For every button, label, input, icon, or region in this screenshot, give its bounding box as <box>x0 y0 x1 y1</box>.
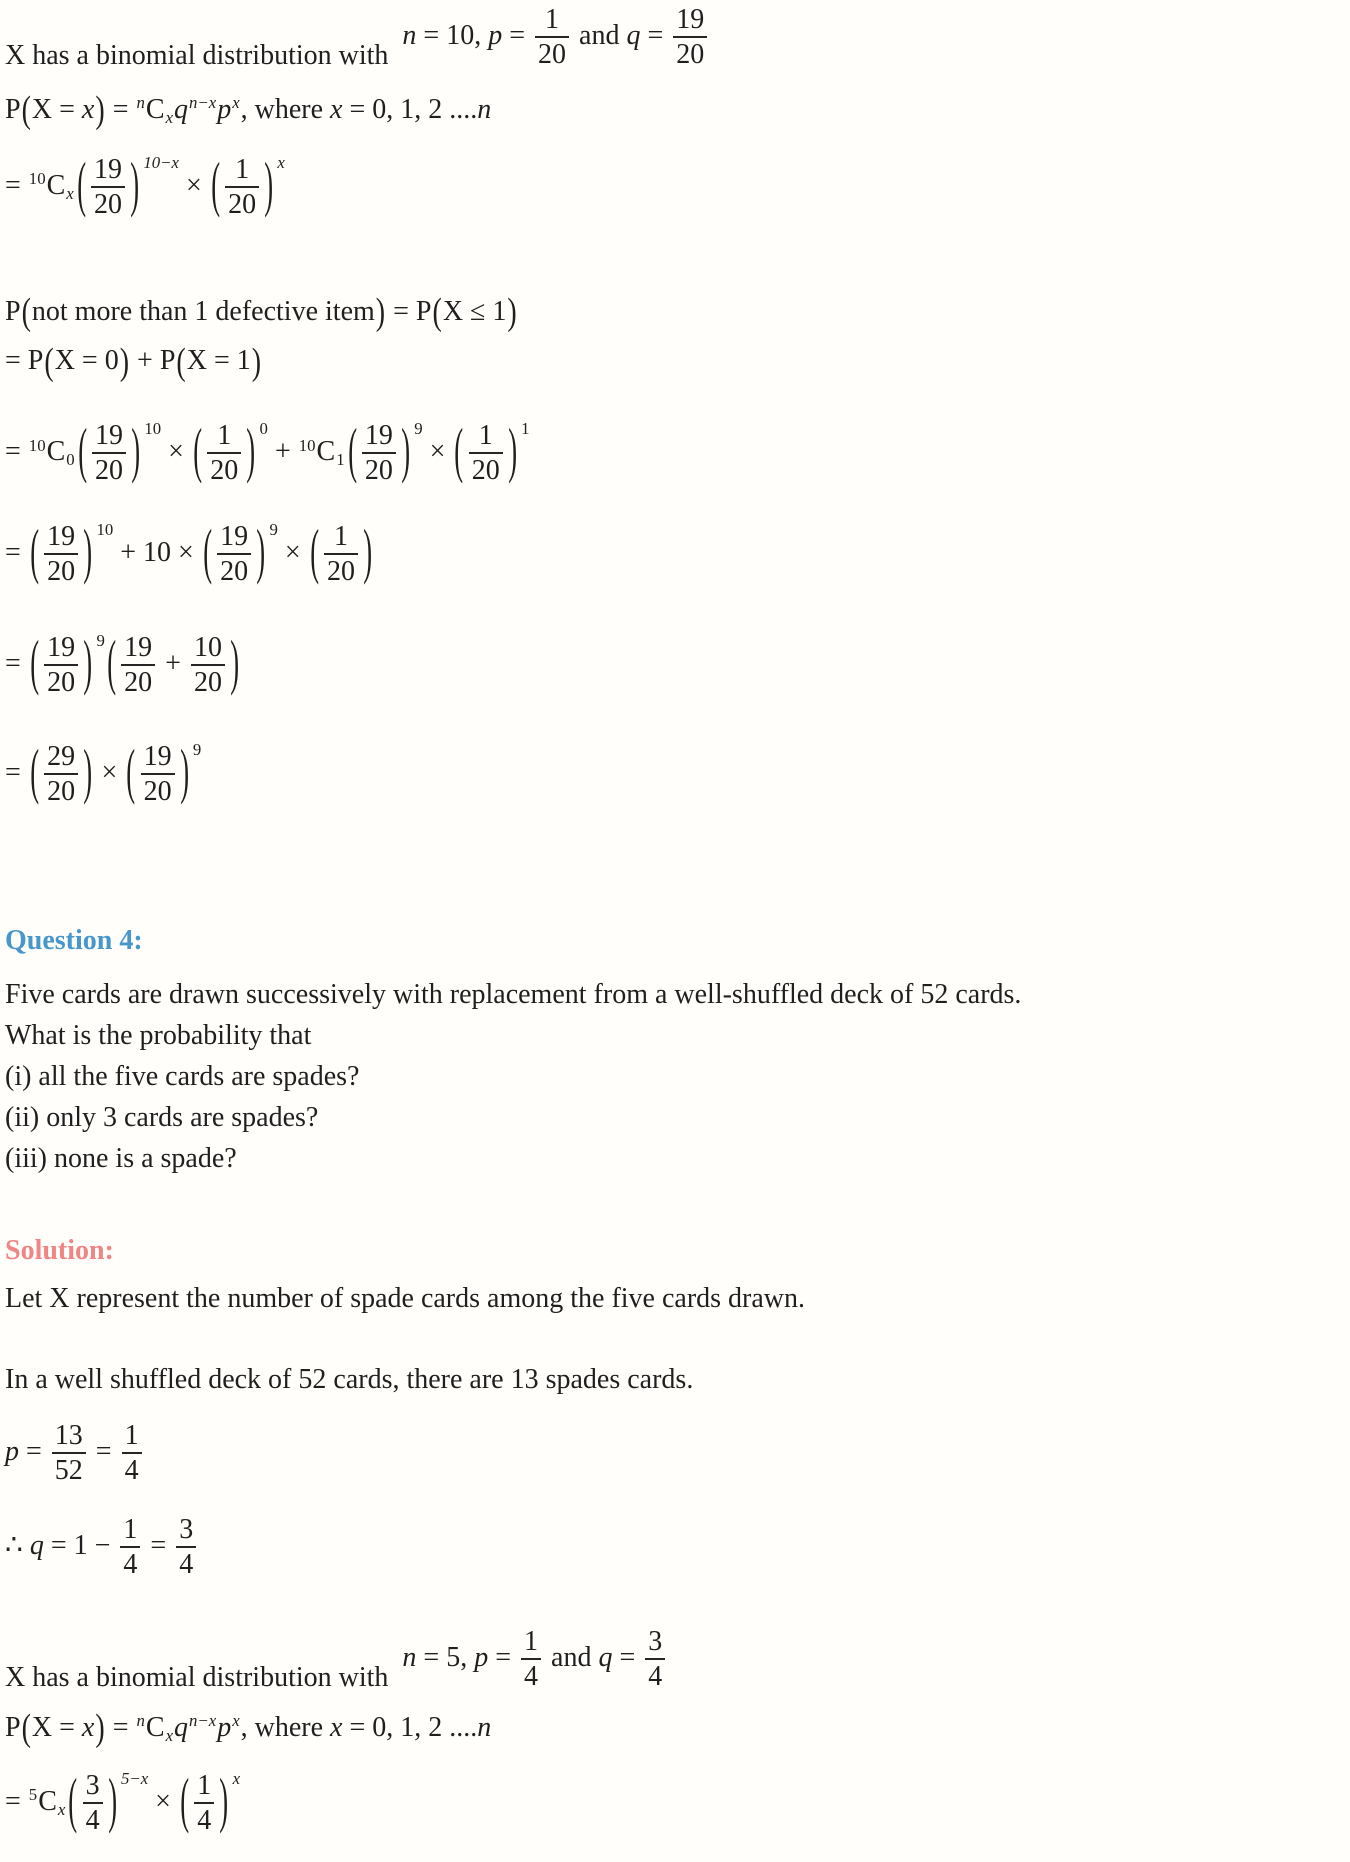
question-intro-line-2: What is the probability that <box>5 1019 312 1051</box>
final-result: = ( $\frac{29}{20}$ ) × ( $\frac{19}{20}$ ) $^9$ <box>5 739 202 808</box>
factored-step: = ( $\frac{19}{20}$ ) $^9$( $\frac{19}{20}$ + $\frac{10}{20}$ ) <box>5 630 240 699</box>
question-item-ii: (ii) only 3 cards are spades? <box>5 1101 319 1133</box>
binomial-setup-text: X has a binomial distribution with <box>5 39 389 71</box>
binomial-setup-line <box>5 4 1342 73</box>
question-intro-line-1: Five cards are drawn successively with replacement from a well-shuffled deck of 52 cards. <box>5 978 1022 1010</box>
simplified-step: = ( $\frac{19}{20}$ ) $^{10}$ + 10 × ( $\frac{19}{20}$ ) $^9$ × ( $\frac{1}{20}$ ) <box>5 519 373 588</box>
pmf-formula: $P(X = x) = ^nCxq^{n-x}p^x$, where x = 0, 1, 2 ....n <box>5 89 492 132</box>
prob-expansion: = P(X = 0) + P(X = 1) <box>5 341 262 384</box>
binomial-setup-text-2: X has a binomial distribution with <box>5 1661 389 1693</box>
binomial-params-math-2: n = 5, p = $\frac{1}{4}$ and q = $\frac{3}{4}$ <box>402 1626 668 1695</box>
p-value-math: p = $\frac{13}{52}$ = $\frac{1}{4}$ <box>5 1416 1342 1488</box>
pmf-substituted: = $^{10}$Cx ( $\frac{19}{20}$ ) $^{10-x}$ × ( $\frac{1}{20}$ ) $^x$ <box>5 152 285 221</box>
question-heading: Question 4: <box>5 924 143 956</box>
question-item-i: (i) all the five cards are spades? <box>5 1060 360 1092</box>
solution-para-1: Let X represent the number of spade cards among the five cards drawn. <box>5 1282 806 1314</box>
binomial-params-math: n = 10, p = $\frac{1}{20}$ and q = $\frac{19}{20}$ <box>402 4 710 73</box>
prob-statement: P(not more than 1 defective item) = P(X ≤ 1) <box>5 291 517 334</box>
pmf-formula-2: $P(X = x) = ^nCxq^{n-x}p^x$, where x = 0, 1, 2 ....n <box>5 1707 492 1750</box>
binomial-setup-line-2 <box>5 1626 1342 1695</box>
solution-heading: Solution: <box>5 1234 114 1266</box>
pmf-substituted-2: = $^5$Cx ( $\frac{3}{4}$ ) $^{5-x}$ × ( $\frac{1}{4}$ ) $^x$ <box>5 1767 241 1837</box>
q-value-math: ∴ q = 1 − $\frac{1}{4}$ = $\frac{3}{4}$ <box>5 1510 1342 1582</box>
question-item-iii: (iii) none is a spade? <box>5 1142 237 1174</box>
substituted-terms: = $^{10}$C0 ( $\frac{19}{20}$ ) $^{10}$ × ( $\frac{1}{20}$ ) $^0$ + $^{10}$C1 ( $\frac{19}{20}$ ) $^9$ × ( $\frac{1}{20}$ ) $^1$ <box>5 418 530 487</box>
solution-para-2: In a well shuffled deck of 52 cards, there are 13 spades cards. <box>5 1363 694 1395</box>
